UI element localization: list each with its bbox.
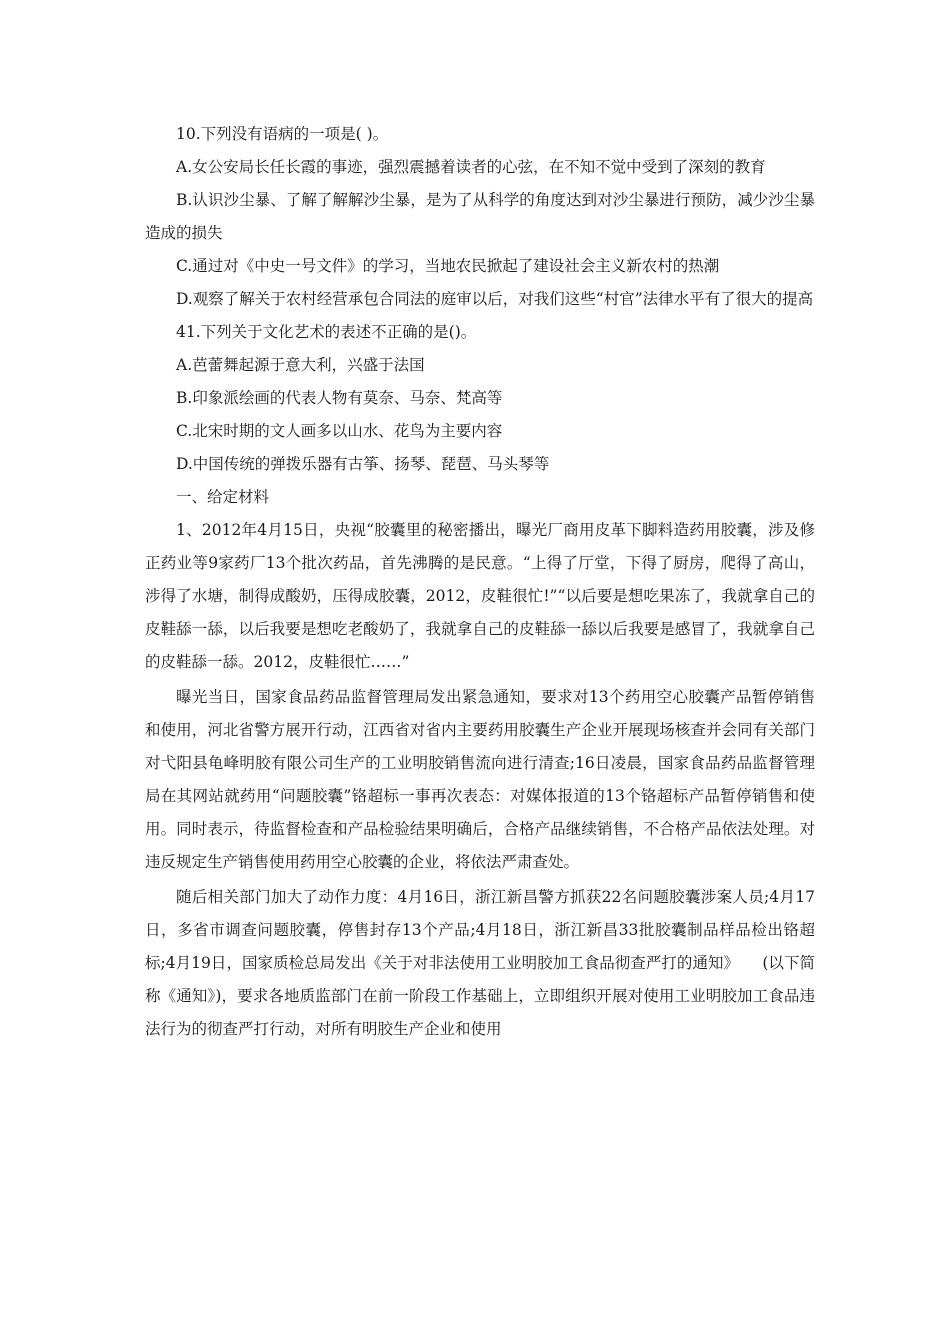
question-10-option-c: C.通过对《中史一号文件》的学习，当地农民掀起了建设社会主义新农村的热潮 <box>176 257 720 275</box>
material-paragraph-3: 随后相关部门加大了动作力度：4月16日，浙江新昌警方抓获22名问题胶囊涉案人员;4月17日，多省市调查问题胶囊，停售封存13个产品;4月18日，浙江新昌33批胶囊制品样品检出铬超标;4月19日，国家质检总局发出《关于对非法使用工业明胶加工食品彻查严打的通知》 (以下简称《通知》)，要求各地质监部门在前一阶段工作基础上，立即组织开展对使用工业明胶加工食品违法行为的彻查严打行动，对所有明胶生产企业和使用 <box>145 888 815 1038</box>
question-10-option-d: D.观察了解关于农村经营承包合同法的庭审以后，对我们这些“村官”法律水平有了很大的提高 <box>176 290 814 308</box>
question-41-option-c: C.北宋时期的文人画多以山水、花鸟为主要内容 <box>176 422 503 440</box>
question-41-option-d: D.中国传统的弹拨乐器有古筝、扬琴、琵琶、马头琴等 <box>176 455 550 473</box>
document-body <box>145 118 815 1046</box>
question-10-option-b: B.认识沙尘暴、了解了解解沙尘暴，是为了从科学的角度达到对沙尘暴进行预防，减少沙尘暴造成的损失 <box>145 191 815 242</box>
question-41-option-a: A.芭蕾舞起源于意大利，兴盛于法国 <box>176 356 425 374</box>
section-heading: 一、给定材料 <box>176 488 270 506</box>
question-41-option-b: B.印象派绘画的代表人物有莫奈、马奈、梵高等 <box>176 389 503 407</box>
question-10-stem: 10.下列没有语病的一项是( )。 <box>176 125 389 143</box>
material-paragraph-2: 曝光当日，国家食品药品监督管理局发出紧急通知，要求对13个药用空心胶囊产品暂停销售和使用，河北省警方展开行动，江西省对省内主要药用胶囊生产企业开展现场核查并会同有关部门对弋阳县龟峰明胶有限公司生产的工业明胶销售流向进行清查;16日凌晨，国家食品药品监督管理局在其网站就药用“问题胶囊”铬超标一事再次表态：对媒体报道的13个铬超标产品暂停销售和使用。同时表示，待监督检查和产品检验结果明确后，合格产品继续销售，不合格产品依法处理。对违反规定生产销售使用药用空心胶囊的企业，将依法严肃查处。 <box>145 688 815 871</box>
question-41-stem: 41.下列关于文化艺术的表述不正确的是()。 <box>176 323 477 341</box>
question-10-option-a: A.女公安局长任长霞的事迹，强烈震撼着读者的心弦，在不知不觉中受到了深刻的教育 <box>176 158 766 176</box>
material-paragraph-1: 1、2012年4月15日，央视“胶囊里的秘密播出，曝光厂商用皮革下脚料造药用胶囊，涉及修正药业等9家药厂13个批次药品，首先沸腾的是民意。“上得了厅堂，下得了厨房，爬得了高山，涉得了水塘，制得成酸奶，压得成胶囊，2012，皮鞋很忙!”“以后要是想吃果冻了，我就拿自己的皮鞋舔一舔，以后我要是想吃老酸奶了，我就拿自己的皮鞋舔一舔以后我要是感冒了，我就拿自己的皮鞋舔一舔。2012，皮鞋很忙……” <box>145 521 815 671</box>
